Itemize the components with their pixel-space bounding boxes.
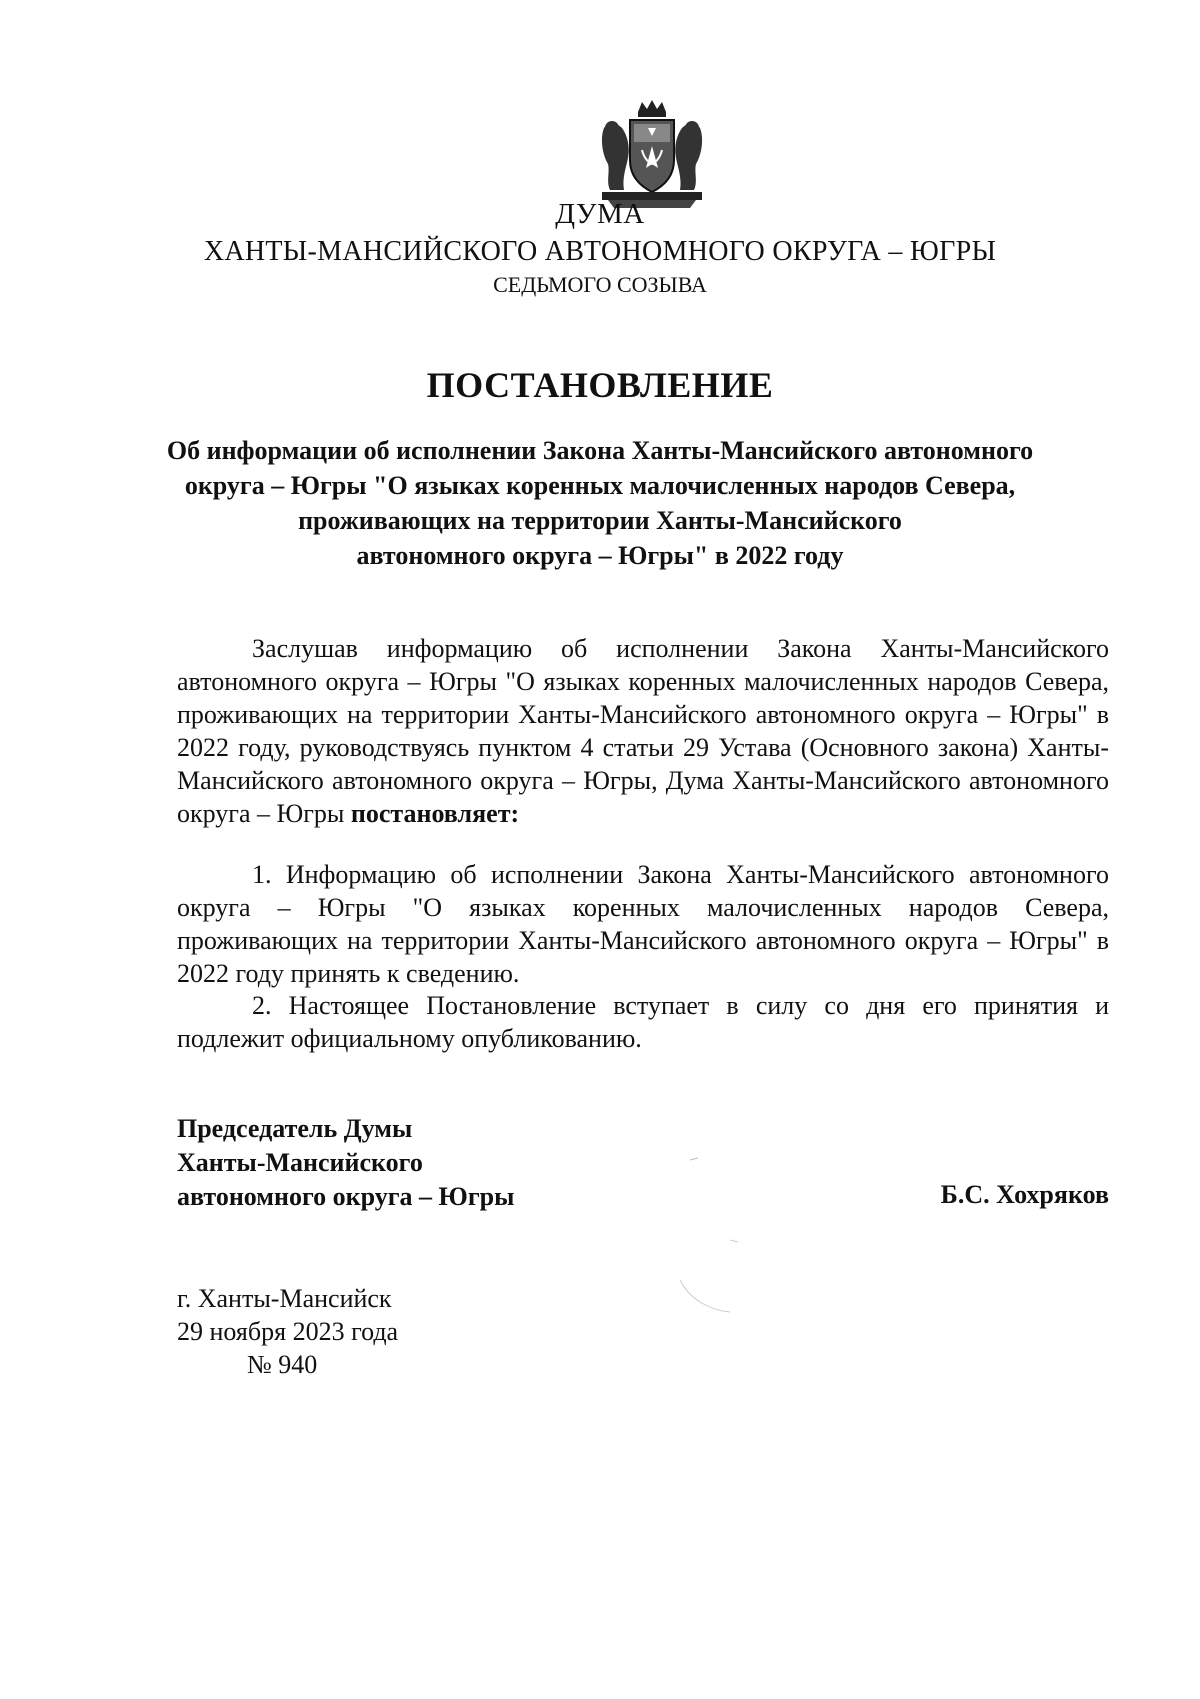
document-number: № 940 (247, 1350, 318, 1379)
preamble-text: Заслушав информацию об исполнении Закона Ханты-Мансийского автономного округа – Югры "О языках коренных малочисленных народов Севера, проживающих на территории Ханты-Мансийского автономного округа – Югры" в 2022 году, руководствуясь пунктом 4 статьи 29 Устава (Основного закона) Ханты-Мансийского автономного округа – Югры, Дума Ханты-Мансийского автономного округа – Югры (177, 634, 1109, 828)
place-and-date (177, 1282, 398, 1381)
signatory-name: Б.С. Хохряков (940, 1180, 1109, 1209)
signatory-position-line: автономного округа – Югры (177, 1182, 515, 1211)
faint-stamp-marks (660, 1150, 780, 1330)
organization-name: ДУМА (555, 198, 645, 230)
preamble-paragraph (177, 632, 1109, 830)
issue-date: 29 ноября 2023 года (177, 1317, 399, 1346)
resolution-item-2: 2. Настоящее Постановление вступает в силу со дня его принятия и подлежит официальному опубликованию. (177, 991, 1109, 1053)
resolves-word: постановляет: (350, 799, 520, 828)
document-title-line: Об информации об исполнении Закона Ханты-Мансийского автономного (166, 436, 1034, 465)
document-type: ПОСТАНОВЛЕНИЕ (426, 365, 774, 405)
region-name: ХАНТЫ-МАНСИЙСКОГО АВТОНОМНОГО ОКРУГА – ЮГРЫ (203, 236, 997, 267)
convocation: СЕДЬМОГО СОЗЫВА (493, 272, 707, 297)
document-title-line: округа – Югры "О языках коренных малочисленных народов Севера, (184, 471, 1016, 500)
signatory-position-line: Ханты-Мансийского (177, 1148, 423, 1177)
issue-place: г. Ханты-Мансийск (177, 1284, 392, 1313)
document-title (150, 433, 1050, 573)
document-title-line: автономного округа – Югры" в 2022 году (356, 541, 844, 570)
signatory-position (177, 1112, 514, 1214)
resolution-item-1: 1. Информацию об исполнении Закона Ханты-Мансийского автономного округа – Югры "О языках коренных малочисленных народов Севера, проживающих на территории Ханты-Мансийского автономного округа – Югры" в 2022 году принять к сведению. (177, 860, 1109, 988)
document-title-line: проживающих на территории Ханты-Мансийского (298, 506, 902, 535)
signatory-position-line: Председатель Думы (177, 1114, 413, 1143)
coat-of-arms-icon (598, 98, 706, 210)
